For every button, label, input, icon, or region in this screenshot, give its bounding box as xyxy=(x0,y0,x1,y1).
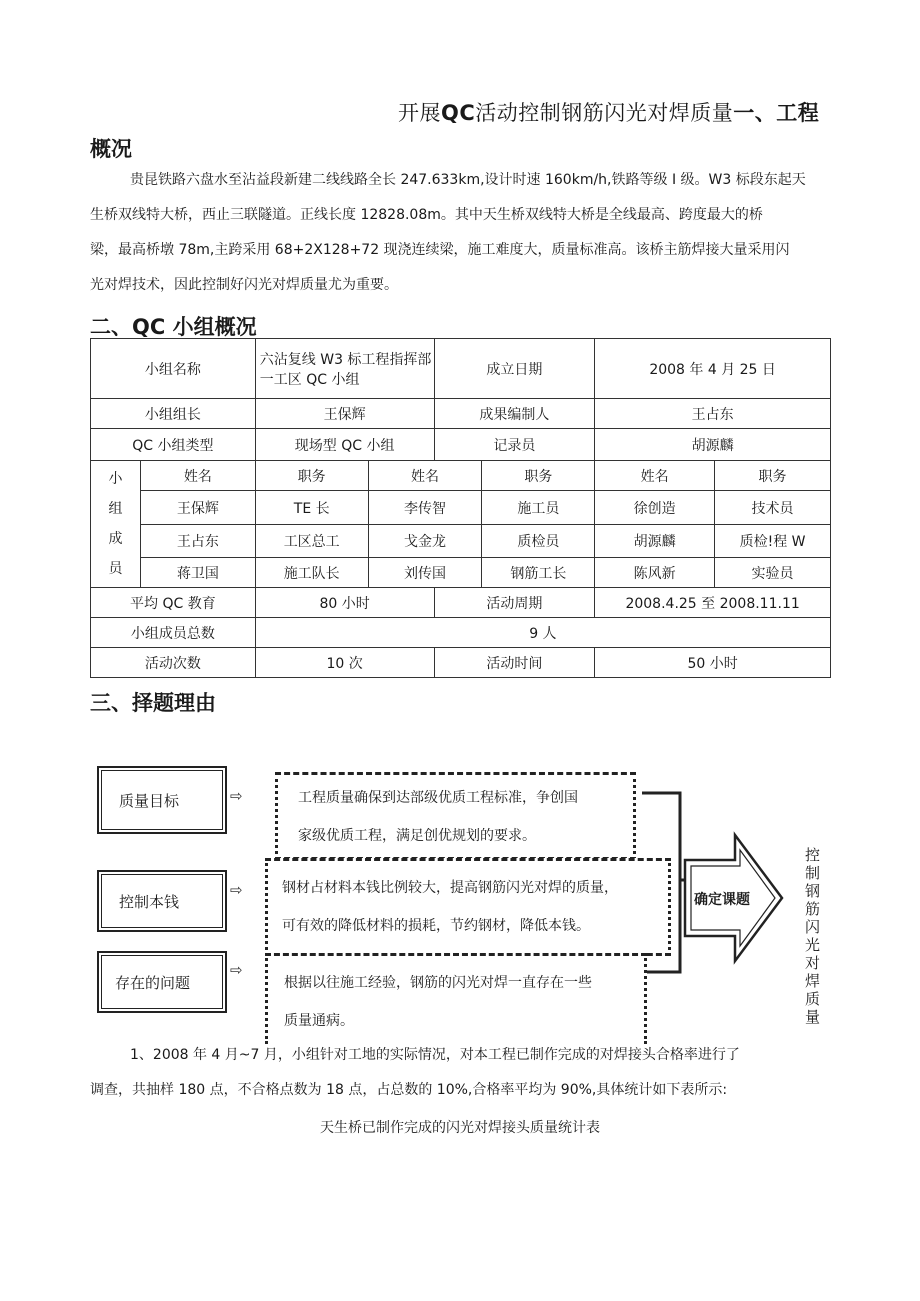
value-cell: 2008.4.25 至 2008.11.11 xyxy=(595,588,831,618)
member-cell: 蒋卫国 xyxy=(140,558,255,588)
reason-box-cost xyxy=(265,858,671,956)
title-section1-head: 一、工程 xyxy=(733,101,820,125)
value-cell: 50 小时 xyxy=(595,648,831,678)
reason-line: 工程质量确保到达部级优质工程标准，争创国 xyxy=(298,790,578,806)
value-cell: 六沾复线 W3 标工程指挥部一工区 QC 小组 xyxy=(255,339,434,399)
reason-text xyxy=(284,964,592,1040)
value-cell: 9 人 xyxy=(255,618,830,648)
header-cell: 职务 xyxy=(482,461,595,491)
chevron-right-icon: ⇨ xyxy=(230,787,243,805)
header-cell: 职务 xyxy=(255,461,368,491)
member-cell: 胡源麟 xyxy=(595,525,715,558)
reason-line: 可有效的降低材料的损耗，节约钢材，降低本钱。 xyxy=(282,918,590,934)
reason-box-problems xyxy=(265,953,647,1044)
member-cell: 技术员 xyxy=(715,491,831,525)
value-cell: 胡源麟 xyxy=(595,429,831,461)
label-cell: 成果编制人 xyxy=(434,399,595,429)
decision-label: 确定课题 xyxy=(694,892,750,908)
label-cell: 小组成员总数 xyxy=(91,618,256,648)
overview-line: 贵昆铁路六盘水至沾益段新建二线线路全长 247.633km,设计时速 160km/h,铁路等级 I 级。W3 标段东起天 xyxy=(130,172,806,188)
section3-heading: 三、择题理由 xyxy=(90,691,216,715)
reason-line: 质量通病。 xyxy=(284,1013,354,1029)
overview-line: 光对焊技术，因此控制好闪光对焊质量尤为重要。 xyxy=(90,277,398,293)
value-cell: 80 小时 xyxy=(255,588,434,618)
header-cell: 姓名 xyxy=(595,461,715,491)
member-cell: 质检员 xyxy=(482,525,595,558)
value-cell: 王占东 xyxy=(595,399,831,429)
member-cell: 施工员 xyxy=(482,491,595,525)
label-cell: 记录员 xyxy=(434,429,595,461)
member-cell: 实验员 xyxy=(715,558,831,588)
reason-text xyxy=(298,779,578,855)
header-cell: 职务 xyxy=(715,461,831,491)
label-cell: 小组组长 xyxy=(91,399,256,429)
reason-text xyxy=(282,869,618,945)
value-cell: 2008 年 4 月 25 日 xyxy=(595,339,831,399)
members-label: 小组成员 xyxy=(91,461,141,588)
member-cell: 李传智 xyxy=(368,491,482,525)
header-cell: 姓名 xyxy=(140,461,255,491)
section2-heading: 二、QC 小组概况 xyxy=(90,315,257,339)
value-cell: 现场型 QC 小组 xyxy=(255,429,434,461)
section1-heading: 概况 xyxy=(90,137,132,161)
member-cell: 工区总工 xyxy=(255,525,368,558)
member-cell: 钢筋工长 xyxy=(482,558,595,588)
title-rest: 活动控制钢筋闪光对焊质量 xyxy=(475,101,734,125)
title-prefix: 开展 xyxy=(398,101,441,125)
label-cell: 活动时间 xyxy=(434,648,595,678)
survey-line: 调查，共抽样 180 点，不合格点数为 18 点，占总数的 10%,合格率平均为 90%,具体统计如下表所示: xyxy=(90,1082,728,1098)
reason-box-quality xyxy=(275,772,636,860)
overview-line: 生桥双线特大桥，西止三联隧道。正线长度 12828.08m。其中天生桥双线特大桥是全线最高、跨度最大的桥 xyxy=(90,207,763,223)
member-cell: 徐创造 xyxy=(595,491,715,525)
table-caption: 天生桥已制作完成的闪光对焊接头质量统计表 xyxy=(320,1120,600,1136)
reason-line: 家级优质工程，满足创优规划的要求。 xyxy=(298,828,536,844)
chevron-right-icon: ⇨ xyxy=(230,881,243,899)
value-cell: 10 次 xyxy=(255,648,434,678)
label-cell: 活动周期 xyxy=(434,588,595,618)
flow-box-label: 存在的问题 xyxy=(115,974,191,992)
label-cell: 成立日期 xyxy=(434,339,595,399)
label-cell: 平均 QC 教育 xyxy=(91,588,256,618)
title-qc: QC xyxy=(441,101,476,125)
label-cell: 小组名称 xyxy=(91,339,256,399)
member-cell: 质检!程 W xyxy=(715,525,831,558)
member-cell: 施工队长 xyxy=(255,558,368,588)
member-cell: TE 长 xyxy=(255,491,368,525)
member-cell: 王占东 xyxy=(140,525,255,558)
flow-box-label: 控制本钱 xyxy=(119,893,180,911)
label-cell: 活动次数 xyxy=(91,648,256,678)
value-cell: 王保辉 xyxy=(255,399,434,429)
chevron-right-icon: ⇨ xyxy=(230,961,243,979)
reason-line: 钢材占材料本钱比例较大，提高钢筋闪光对焊的质量， xyxy=(282,880,618,896)
overview-line: 梁，最高桥墩 78m,主跨采用 68+2X128+72 现浇连续梁，施工难度大，质量标准高。该桥主筋焊接大量采用闪 xyxy=(90,242,790,258)
member-cell: 刘传国 xyxy=(368,558,482,588)
flow-box-quality-target xyxy=(97,766,227,834)
flow-box-label: 质量目标 xyxy=(119,792,180,810)
flow-box-problems xyxy=(97,951,227,1013)
survey-line: 1、2008 年 4 月~7 月，小组针对工地的实际情况，对本工程已制作完成的对焊接头合格率进行了 xyxy=(130,1047,740,1063)
member-cell: 戈金龙 xyxy=(368,525,482,558)
flow-box-control-cost xyxy=(97,870,227,932)
label-cell: QC 小组类型 xyxy=(91,429,256,461)
topic-vertical-text: 控制钢筋闪光对焊质量 xyxy=(805,846,821,1026)
header-cell: 姓名 xyxy=(368,461,482,491)
member-cell: 王保辉 xyxy=(140,491,255,525)
member-cell: 陈风新 xyxy=(595,558,715,588)
reason-line: 根据以往施工经验，钢筋的闪光对焊一直存在一些 xyxy=(284,975,592,991)
survey-paragraph xyxy=(90,1038,830,1108)
